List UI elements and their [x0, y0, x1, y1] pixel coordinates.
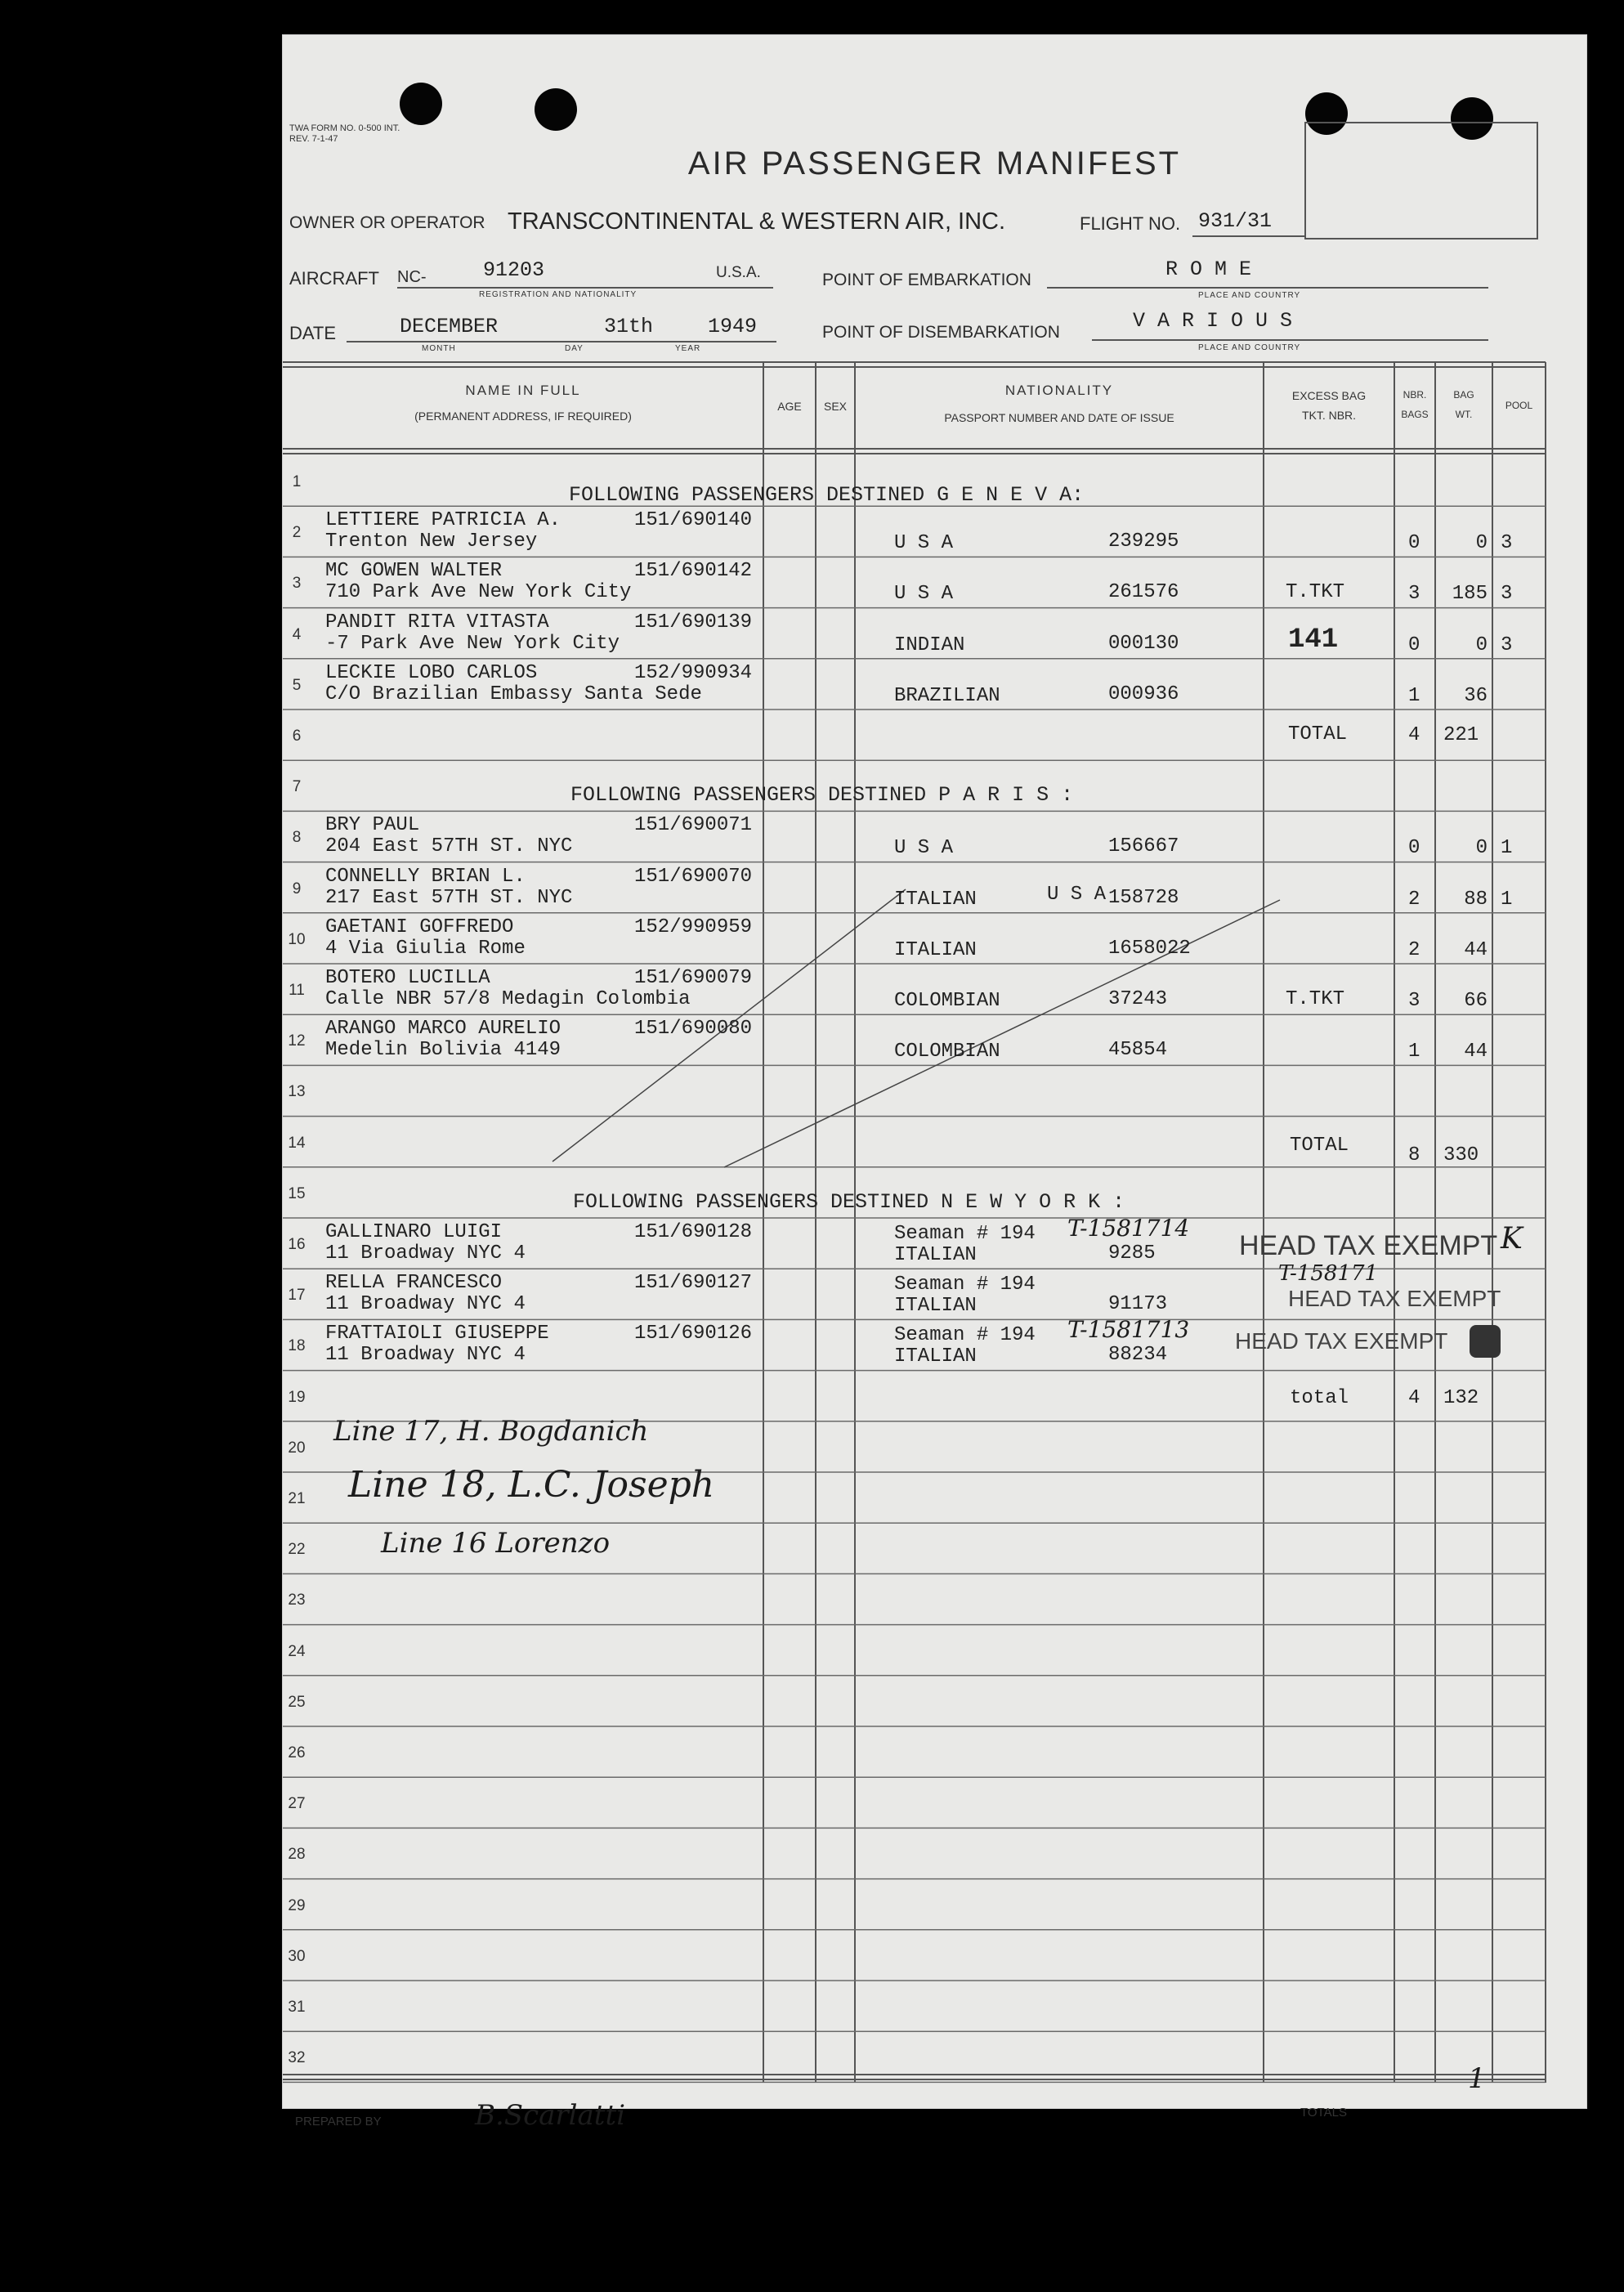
passenger-name: BOTERO LUCILLA	[325, 967, 490, 989]
total-paris-wt: 330	[1443, 1144, 1479, 1166]
total-geneva-label: TOTAL	[1288, 723, 1348, 745]
passenger-name: BRY PAUL	[325, 814, 420, 837]
passenger-name: LECKIE LOBO CARLOS	[325, 661, 538, 684]
row-number: 23	[288, 1591, 306, 1609]
total-geneva-wt: 221	[1443, 724, 1479, 746]
passenger-address: 11 Broadway NYC 4	[325, 1293, 526, 1316]
total-geneva-bags: 4	[1408, 724, 1420, 746]
passenger-name: GALLINARO LUIGI	[325, 1221, 503, 1243]
passenger-ticket: 151/690080	[634, 1018, 753, 1041]
row-number: 18	[288, 1337, 306, 1355]
passenger-ticket: 152/990959	[634, 915, 753, 938]
passenger-ticket: 151/690079	[634, 967, 753, 989]
flight-label: FLIGHT NO.	[1080, 213, 1181, 234]
passenger-address: 4 Via Giulia Rome	[325, 937, 526, 960]
row-number: 14	[288, 1134, 306, 1152]
row-number: 29	[288, 1896, 306, 1914]
passenger-bags: 1	[1408, 1041, 1420, 1063]
row-number: 11	[289, 982, 305, 999]
passenger-address: -7 Park Ave New York City	[325, 632, 620, 655]
col-nationality-sub: PASSPORT NUMBER AND DATE OF ISSUE	[944, 411, 1174, 424]
row-number: 22	[288, 1541, 306, 1559]
flight-value: 931/31	[1198, 209, 1273, 233]
col-sex-header: SEX	[823, 400, 847, 413]
passenger-address: Trenton New Jersey	[325, 530, 538, 553]
page-title: AIR PASSENGER MANIFEST	[687, 145, 1182, 181]
passenger-address: Calle NBR 57/8 Medagin Colombia	[325, 988, 691, 1010]
passenger-ticket: 151/690071	[634, 814, 753, 837]
row-number: 16	[288, 1236, 306, 1253]
passenger-bags: 0	[1408, 532, 1420, 555]
passenger-nationality: INDIAN	[894, 633, 965, 656]
passenger-nationality-corrected: U S A	[1047, 883, 1107, 906]
passenger-nationality: U S A	[894, 532, 954, 555]
passenger-name: FRATTAIOLI GIUSEPPE	[325, 1323, 549, 1345]
passenger-ticket: 151/690142	[634, 560, 753, 583]
passenger-bag-weight: 36	[1464, 684, 1488, 707]
row-number: 21	[288, 1490, 306, 1507]
registration-caption: REGISTRATION AND NATIONALITY	[479, 290, 638, 299]
row-number: 15	[288, 1184, 306, 1202]
passenger-bags: 3	[1408, 583, 1420, 606]
aircraft-label: AIRCRAFT	[289, 268, 379, 289]
passenger-name: LETTIERE PATRICIA A.	[325, 509, 561, 532]
row32-mark: 1	[1468, 2062, 1486, 2095]
seaman-number-hand: T-1581713	[1067, 1316, 1190, 1344]
passenger-passport: 1658022	[1108, 937, 1191, 960]
col-nbr-header: NBR.	[1403, 389, 1427, 401]
passenger-nationality: Seaman # 194	[894, 1324, 1036, 1347]
passenger-nationality: U S A	[894, 583, 954, 606]
prepared-by-label: PREPARED BY	[295, 2115, 382, 2129]
passenger-nationality: Seaman # 194	[894, 1274, 1036, 1296]
row-number: 31	[288, 1999, 306, 2016]
passenger-bag-weight: 0	[1475, 633, 1488, 656]
row-number: 6	[292, 727, 302, 745]
date-year: 1949	[708, 315, 758, 338]
head-tax-stamp-1: HEAD TAX EXEMPT	[1239, 1230, 1498, 1261]
passenger-pool: 1	[1501, 837, 1513, 860]
manifest-page	[282, 34, 1587, 2132]
note-line-20: Line 18, L.C. Joseph	[348, 1464, 715, 1506]
passenger-passport: 261576	[1108, 581, 1179, 604]
note-line-21: Line 16 Lorenzo	[381, 1527, 611, 1560]
passenger-address: Medelin Bolivia 4149	[325, 1039, 561, 1062]
place-caption-2: PLACE AND COUNTRY	[1198, 343, 1301, 352]
passenger-name: RELLA FRANCESCO	[325, 1272, 503, 1295]
passenger-passport: 9285	[1108, 1242, 1156, 1265]
passenger-bag-weight: 88	[1464, 888, 1488, 911]
aircraft-country: U.S.A.	[716, 264, 761, 281]
owner-label: OWNER OR OPERATOR	[289, 213, 485, 232]
passenger-passport: 45854	[1108, 1039, 1168, 1062]
row-number: 27	[288, 1795, 306, 1813]
date-caption-day: DAY	[565, 344, 584, 353]
date-label: DATE	[289, 323, 337, 343]
passenger-pool: 1	[1501, 888, 1513, 911]
passenger-nationality: ITALIAN	[894, 938, 977, 961]
row-number: 28	[288, 1846, 306, 1864]
passenger-passport: 156667	[1108, 835, 1179, 858]
passenger-nationality: ITALIAN	[894, 888, 977, 911]
row-number: 5	[292, 676, 302, 694]
passenger-bag-weight: 185	[1452, 583, 1488, 606]
passenger-name: MC GOWEN WALTER	[325, 560, 503, 583]
passenger-name: ARANGO MARCO AURELIO	[325, 1018, 561, 1041]
excess-bag-ticket: T.TKT	[1286, 581, 1345, 604]
col-nationality-header: NATIONALITY	[1004, 383, 1114, 398]
row-number: 13	[288, 1083, 306, 1101]
passenger-nationality-line2: ITALIAN	[894, 1295, 977, 1318]
passenger-bag-weight: 44	[1464, 1041, 1488, 1063]
passenger-address: 217 East 57TH ST. NYC	[325, 886, 573, 909]
passenger-address: C/O Brazilian Embassy Santa Sede	[325, 683, 702, 705]
col-pool-header: POOL	[1505, 400, 1533, 411]
head-tax-stamp-2: HEAD TAX EXEMPT	[1288, 1286, 1501, 1311]
passenger-address: 11 Broadway NYC 4	[325, 1242, 526, 1265]
embarkation-value: R O M E	[1165, 257, 1252, 281]
row-number: 12	[288, 1032, 306, 1050]
manifest-grid	[283, 35, 1586, 2108]
passenger-passport: 88234	[1108, 1344, 1168, 1367]
totals-footer-label: TOTALS	[1300, 2106, 1347, 2120]
row-number: 3	[292, 575, 302, 593]
passenger-pool: 3	[1501, 633, 1513, 656]
aircraft-prefix: NC-	[397, 268, 427, 286]
row-number: 25	[288, 1693, 306, 1711]
col-excess-sub: TKT. NBR.	[1301, 409, 1357, 422]
passenger-pool: 3	[1501, 583, 1513, 606]
passenger-nationality: COLOMBIAN	[894, 990, 1000, 1012]
passenger-bags: 0	[1408, 633, 1420, 656]
passenger-bags: 2	[1408, 938, 1420, 961]
row-number: 17	[288, 1287, 306, 1305]
disembarkation-label: POINT OF DISEMBARKATION	[822, 323, 1060, 342]
passenger-passport: 000936	[1108, 683, 1179, 705]
passenger-bags: 3	[1408, 990, 1420, 1012]
section-geneva: FOLLOWING PASSENGERS DESTINED G E N E V A:	[569, 483, 1085, 507]
passenger-nationality: COLOMBIAN	[894, 1041, 1000, 1063]
row-number: 20	[288, 1439, 306, 1457]
passenger-name: PANDIT RITA VITASTA	[325, 611, 549, 633]
row-number: 1	[292, 473, 302, 490]
passenger-nationality-line2: ITALIAN	[894, 1345, 977, 1368]
passenger-passport: 37243	[1108, 988, 1168, 1010]
passenger-ticket: 151/690070	[634, 865, 753, 888]
passenger-bags: 2	[1408, 888, 1420, 911]
ink-blot	[1470, 1325, 1501, 1358]
passenger-bag-weight: 44	[1464, 938, 1488, 961]
passenger-passport: 239295	[1108, 530, 1179, 553]
embarkation-label: POINT OF EMBARKATION	[822, 271, 1031, 289]
excess-bag-ticket: T.TKT	[1286, 988, 1345, 1010]
section-newyork: FOLLOWING PASSENGERS DESTINED N E W Y O R K :	[573, 1190, 1125, 1214]
row-number: 7	[292, 778, 302, 796]
col-age-header: AGE	[777, 400, 802, 413]
total-paris-bags: 8	[1408, 1144, 1420, 1166]
stamp-1-hand: K	[1501, 1222, 1523, 1256]
owner-value: TRANSCONTINENTAL & WESTERN AIR, INC.	[508, 208, 1006, 235]
passenger-nationality: U S A	[894, 837, 954, 860]
form-number-text: TWA FORM NO. 0-500 INT.	[289, 123, 400, 133]
aircraft-value: 91203	[483, 258, 545, 282]
total-paris-label: TOTAL	[1290, 1135, 1349, 1157]
passenger-bag-weight: 66	[1464, 990, 1488, 1012]
passenger-nationality: BRAZILIAN	[894, 684, 1000, 707]
passenger-address: 204 East 57TH ST. NYC	[325, 835, 573, 858]
row-number: 30	[288, 1947, 306, 1965]
passenger-nationality-line2: ITALIAN	[894, 1244, 977, 1266]
passenger-ticket: 152/990934	[634, 661, 753, 684]
passenger-bags: 1	[1408, 684, 1420, 707]
total-newyork-bags: 4	[1408, 1387, 1420, 1409]
passenger-bags: 0	[1408, 837, 1420, 860]
row-number: 9	[292, 880, 302, 898]
passenger-bag-weight: 0	[1475, 532, 1488, 555]
passenger-name: GAETANI GOFFREDO	[325, 915, 514, 938]
disembarkation-value: V A R I O U S	[1133, 309, 1293, 333]
passenger-nationality: Seaman # 194	[894, 1223, 1036, 1245]
col-name-header: NAME IN FULL	[465, 383, 581, 398]
strike-through-line	[724, 900, 1280, 1167]
passenger-ticket: 151/690139	[634, 611, 753, 633]
passenger-passport: 158728	[1108, 886, 1179, 909]
passenger-bag-weight: 0	[1475, 837, 1488, 860]
row-number: 24	[288, 1642, 306, 1660]
col-wt-header: BAG	[1453, 389, 1474, 401]
passenger-passport: 000130	[1108, 632, 1179, 655]
row-number: 26	[288, 1744, 306, 1762]
prepared-by-signature: B.Scarlatti	[475, 2099, 625, 2132]
date-day: 31th	[604, 315, 654, 338]
row-number: 32	[288, 2049, 306, 2067]
passenger-ticket: 151/690128	[634, 1221, 753, 1243]
date-caption-year: YEAR	[675, 344, 701, 353]
total-newyork-wt: 132	[1443, 1387, 1479, 1409]
place-caption-1: PLACE AND COUNTRY	[1198, 291, 1301, 300]
passenger-ticket: 151/690140	[634, 509, 753, 532]
row-number: 4	[292, 625, 302, 643]
stamp-2-hand: T-158171	[1278, 1261, 1379, 1286]
passenger-ticket: 151/690126	[634, 1323, 753, 1345]
col-wt-sub: WT.	[1455, 409, 1473, 420]
head-tax-stamp-3: HEAD TAX EXEMPT	[1235, 1328, 1448, 1354]
row-number: 2	[292, 524, 302, 542]
date-month: DECEMBER	[400, 315, 499, 338]
col-nbr-sub: BAGS	[1401, 409, 1429, 420]
passenger-ticket: 151/690127	[634, 1272, 753, 1295]
passenger-passport: 91173	[1108, 1293, 1168, 1316]
date-caption-month: MONTH	[422, 344, 456, 353]
form-rev-text: REV. 7-1-47	[289, 134, 338, 144]
row-number: 19	[288, 1388, 306, 1406]
passenger-address: 11 Broadway NYC 4	[325, 1344, 526, 1367]
excess-bag-ticket: 141	[1288, 624, 1339, 656]
col-name-sub: (PERMANENT ADDRESS, IF REQUIRED)	[414, 410, 632, 423]
seaman-number-hand: T-1581714	[1067, 1215, 1190, 1242]
passenger-address: 710 Park Ave New York City	[325, 581, 632, 604]
passenger-name: CONNELLY BRIAN L.	[325, 865, 526, 888]
col-excess-header: EXCESS BAG	[1291, 389, 1367, 402]
section-paris: FOLLOWING PASSENGERS DESTINED P A R I S :	[570, 783, 1074, 807]
row-number: 8	[292, 829, 302, 847]
note-line-19: Line 17, H. Bogdanich	[333, 1415, 649, 1448]
row-number: 10	[288, 930, 306, 948]
passenger-pool: 3	[1501, 532, 1513, 555]
total-newyork-label: total	[1290, 1387, 1349, 1409]
